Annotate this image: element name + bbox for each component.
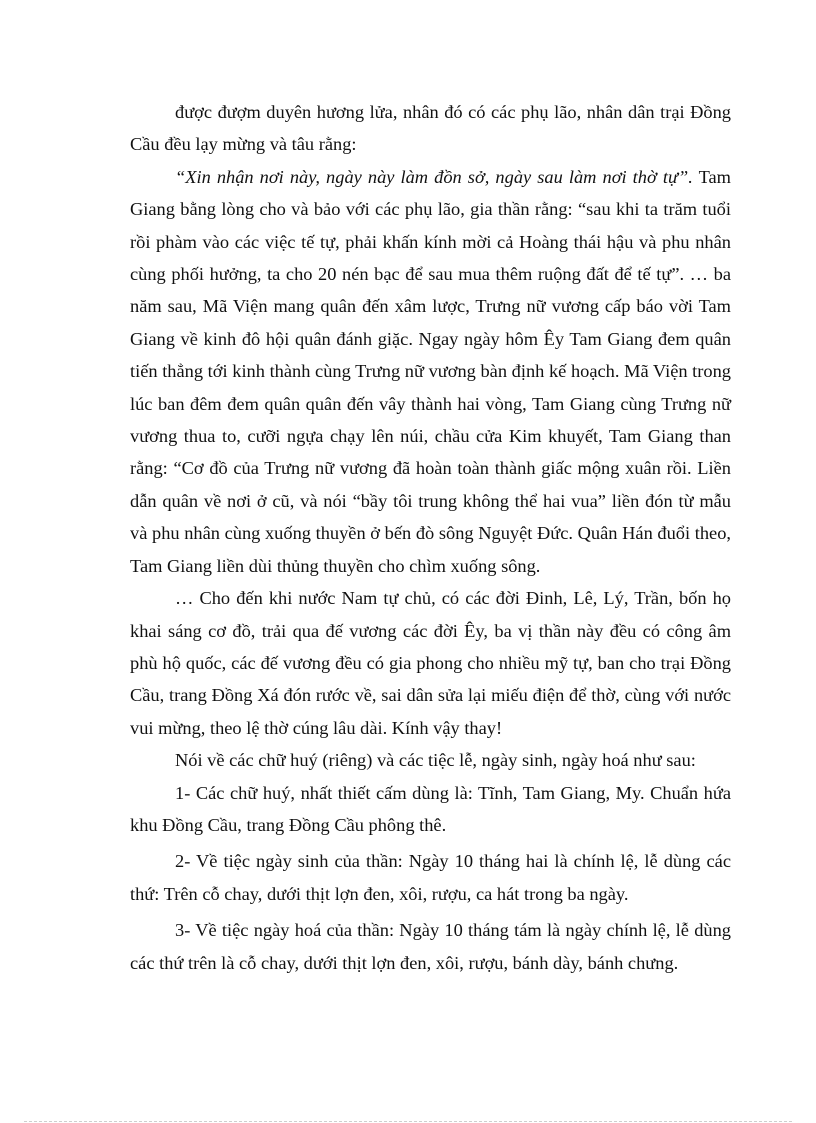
paragraph-3: … Cho đến khi nước Nam tự chủ, có các đời Đinh, Lê, Lý, Trần, bốn họ khai sáng cơ đồ, trải qua đế vương các đời Êy, ba vị thần này đều có công âm phù hộ quốc, các đế vương đều có gia phong cho nhiều mỹ tự, ban cho trại Đồng Cầu, trang Đồng Xá đón rước về, sai dân sửa lại miếu điện để thờ, cùng với nước vui mừng, theo lệ thờ cúng lâu dài. Kính vậy thay!: [130, 588, 731, 738]
list-item-3: 3- Về tiệc ngày hoá của thần: Ngày 10 tháng tám là ngày chính lệ, lễ dùng các thứ trên là cỗ chay, dưới thịt lợn đen, xôi, rượu, bánh dày, bánh chưng.: [130, 920, 731, 973]
document-page: [130, 96, 731, 979]
list-item-2: 2- Về tiệc ngày sinh của thần: Ngày 10 tháng hai là chính lệ, lễ dùng các thứ: Trên cỗ chay, dưới thịt lợn đen, xôi, rượu, ca hát trong ba ngày.: [130, 851, 731, 904]
paragraph-1: được đượm duyên hương lửa, nhân đó có các phụ lão, nhân dân trại Đồng Cầu đều lạy mừng và tâu rằng:: [130, 102, 731, 155]
list-item-1: 1- Các chữ huý, nhất thiết cấm dùng là: Tĩnh, Tam Giang, My. Chuẩn hứa khu Đồng Cầu, trang Đồng Cầu phông thê.: [130, 782, 731, 835]
paragraph-2-body: Tam Giang bằng lòng cho và bảo với các phụ lão, gia thần rằng: “sau khi ta trăm tuổi rồi phàm vào các việc tế tự, phải khấn kính mời cả Hoàng thái hậu và phu nhân cùng phối hưởng, ta cho 20 nén bạc để sau mua thêm ruộng đất để tế tự”. … ba năm sau, Mã Viện mang quân đến xâm lược, Trưng nữ vương cấp báo vời Tam Giang về kinh đô hội quân đánh giặc. Ngay ngày hôm Êy Tam Giang đem quân tiến thẳng tới kinh thành cùng Trưng nữ vương bàn định kế hoạch. Mã Viện trong lúc ban đêm đem quân quân đến vây thành hai vòng, Tam Giang cùng Trưng nữ vương thua to, cưỡi ngựa chạy lên núi, chầu cửa Kim khuyết, Tam Giang than rằng: “Cơ đồ của Trưng nữ vương đã hoàn toàn thành giấc mộng xuân rồi. Liền dẫn quân về nơi ở cũ, và nói “bầy tôi trung không thể hai vua” liền đón từ mẫu và phu nhân cùng xuống thuyền ở bến đò sông Nguyệt Đức. Quân Hán đuổi theo, Tam Giang liền dùi thủng thuyền cho chìm xuống sông.: [130, 166, 731, 576]
quoted-request: “Xin nhận nơi này, ngày này làm đồn sở, ngày sau làm nơi thờ tự”.: [175, 166, 693, 187]
paragraph-2: [130, 161, 731, 582]
paragraph-4: Nói về các chữ huý (riêng) và các tiệc lễ, ngày sinh, ngày hoá như sau:: [175, 750, 696, 771]
page-bottom-divider: [24, 1121, 792, 1122]
